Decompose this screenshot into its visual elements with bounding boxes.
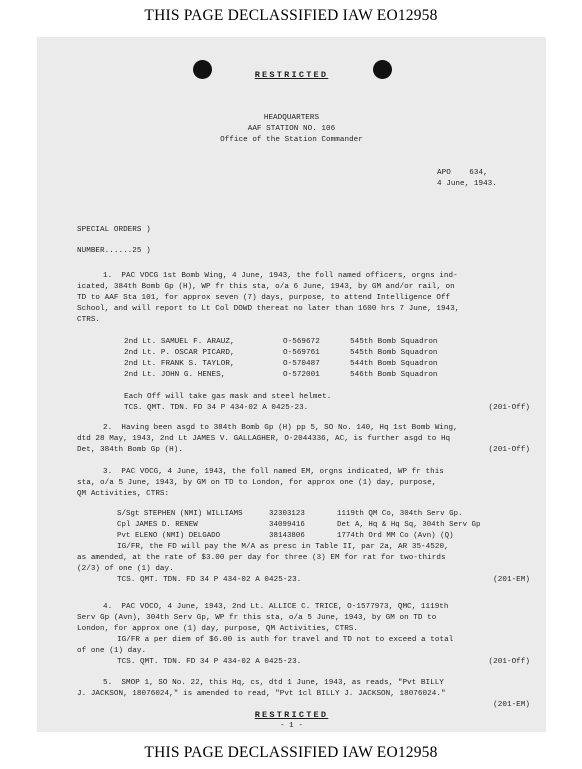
document-page <box>37 37 546 732</box>
para3-line: 3. PAC VOCG, 4 June, 1943, the foll named EM, orgns indicated, WP fr this <box>103 468 444 476</box>
officer-unit: 545th Bomb Squadron <box>350 338 438 346</box>
classification-marking-top: RESTRICTED <box>254 70 329 80</box>
officer-name: 2nd Lt. SAMUEL F. ARAUZ, <box>124 338 235 346</box>
officer-serial: O-569672 <box>283 338 320 346</box>
apo-line: APO 634, <box>437 169 488 177</box>
para4-line: 4. PAC VOCO, 4 June, 1943, 2nd Lt. ALLICE C. TRICE, O-1577973, QMC, 1119th <box>103 603 449 611</box>
enlisted-serial: 34099416 <box>269 521 305 529</box>
para1-line: School, and will report to Lt Col DOWD thereat no later than 1600 hrs 7 June, 1943, <box>77 305 460 313</box>
para4-line: Serv Gp (Avn), 304th Serv Gp, WP fr this sta, o/a 5 June, 1943, by GM on TD to <box>77 614 437 622</box>
para1-file-reference: (201-Off) <box>488 404 530 412</box>
officer-name: 2nd Lt. JOHN G. HENES, <box>124 371 226 379</box>
officer-serial: O-569761 <box>283 349 320 357</box>
officer-name: 2nd Lt. FRANK S. TAYLOR, <box>124 360 235 368</box>
enlisted-unit: Det A, Hq & Hq Sq, 304th Serv Gp <box>337 521 481 529</box>
para2-line: 2. Having been asgd to 384th Bomb Gp (H) pp 5, SO No. 140, Hq 1st Bomb Wing, <box>103 424 458 432</box>
special-orders-label: SPECIAL ORDERS ) <box>77 226 151 234</box>
enlisted-name: Cpl JAMES D. RENEW <box>117 521 198 529</box>
enlisted-name: Pvt ELENO (NMI) DELGADO <box>117 532 221 540</box>
officer-unit: 544th Bomb Squadron <box>350 360 438 368</box>
officer-unit: 545th Bomb Squadron <box>350 349 438 357</box>
para2-line: dtd 28 May, 1943, 2nd Lt JAMES V. GALLAGHER, O-2044336, AC, is further asgd to Hq <box>77 435 451 443</box>
enlisted-unit: 1119th QM Co, 304th Serv Gp. <box>337 510 463 518</box>
header-line-2: AAF STATION NO. 106 <box>247 125 336 133</box>
order-date: 4 June, 1943. <box>437 180 497 188</box>
para4-line: IG/FR a per diem of $6.00 is auth for travel and TD not to exceed a total <box>117 636 454 644</box>
classification-marking-bottom: RESTRICTED <box>254 710 329 720</box>
para2-file-reference: (201-Off) <box>488 446 530 454</box>
page-number: - 1 - <box>279 722 304 730</box>
para1-line: 1. PAC VOCG 1st Bomb Wing, 4 June, 1943, the foll named officers, orgns ind- <box>103 272 458 280</box>
officer-unit: 546th Bomb Squadron <box>350 371 438 379</box>
para3-line: QM Activities, CTRS: <box>77 490 170 498</box>
para5-line: J. JACKSON, 18076024," is amended to read, "Pvt 1cl BILLY J. JACKSON, 18076024." <box>77 690 446 698</box>
para3-fund-citation: TCS. QMT. TDN. FD 34 P 434-02 A 0425-23. <box>117 576 302 584</box>
officer-serial: O-572001 <box>283 371 320 379</box>
order-number: NUMBER......25 ) <box>77 247 151 255</box>
enlisted-serial: 32303123 <box>269 510 305 518</box>
header-line-1: HEADQUARTERS <box>263 114 320 122</box>
para5-file-reference: (201-EM) <box>493 701 530 709</box>
para2-line: Det, 384th Bomb Gp (H). <box>77 446 183 454</box>
para1-line: TD to AAF Sta 101, for approx seven (7) days, purpose, to attend Intelligence Off <box>77 294 451 302</box>
para1-line: CTRS. <box>77 316 101 324</box>
para4-fund-citation: TCS. QMT. TDN. FD 34 P 434-02 A 0425-23. <box>117 658 302 666</box>
para1-line: icated, 384th Bomb Gp (H), WP fr this sta, o/a 6 June, 1943, by GM and/or rail, on <box>77 283 455 291</box>
para3-file-reference: (201-EM) <box>493 576 530 584</box>
para3-payment-line: as amended, at the rate of $3.00 per day for three (3) EM for rat for two-thirds <box>77 554 446 562</box>
enlisted-unit: 1774th Ord MM Co (Avn) (Q) <box>337 532 454 540</box>
declassification-banner-top: THIS PAGE DECLASSIFIED IAW EO12958 <box>144 7 438 24</box>
para4-file-reference: (201-Off) <box>488 658 530 666</box>
enlisted-name: S/Sgt STEPHEN (NMI) WILLIAMS <box>117 510 243 518</box>
enlisted-serial: 38143806 <box>269 532 305 540</box>
para1-instruction: Each Off will take gas mask and steel helmet. <box>124 393 332 401</box>
para3-payment-line: (2/3) of one (1) day. <box>77 565 174 573</box>
officer-serial: O-570487 <box>283 360 320 368</box>
declassification-banner-bottom: THIS PAGE DECLASSIFIED IAW EO12958 <box>144 744 438 761</box>
para3-line: sta, o/a 5 June, 1943, by GM on TD to London, for approx one (1) day, purpose, <box>77 479 437 487</box>
para3-payment-line: IG/FR, the FD will pay the M/A as presc in Table II, par 2a, AR 35-4520, <box>117 543 449 551</box>
header-line-3: Office of the Station Commander <box>220 136 363 144</box>
para4-line: of one (1) day. <box>77 647 147 655</box>
para1-fund-citation: TCS. QMT. TDN. FD 34 P 434-02 A 0425-23. <box>124 404 309 412</box>
para4-line: London, for approx one (1) day, purpose, QM Activities, CTRS. <box>77 625 359 633</box>
para5-line: 5. SMOP 1, SO No. 22, this Hq, cs, dtd 1 June, 1943, as reads, "Pvt BILLY <box>103 679 444 687</box>
officer-name: 2nd Lt. P. OSCAR PICARD, <box>124 349 235 357</box>
